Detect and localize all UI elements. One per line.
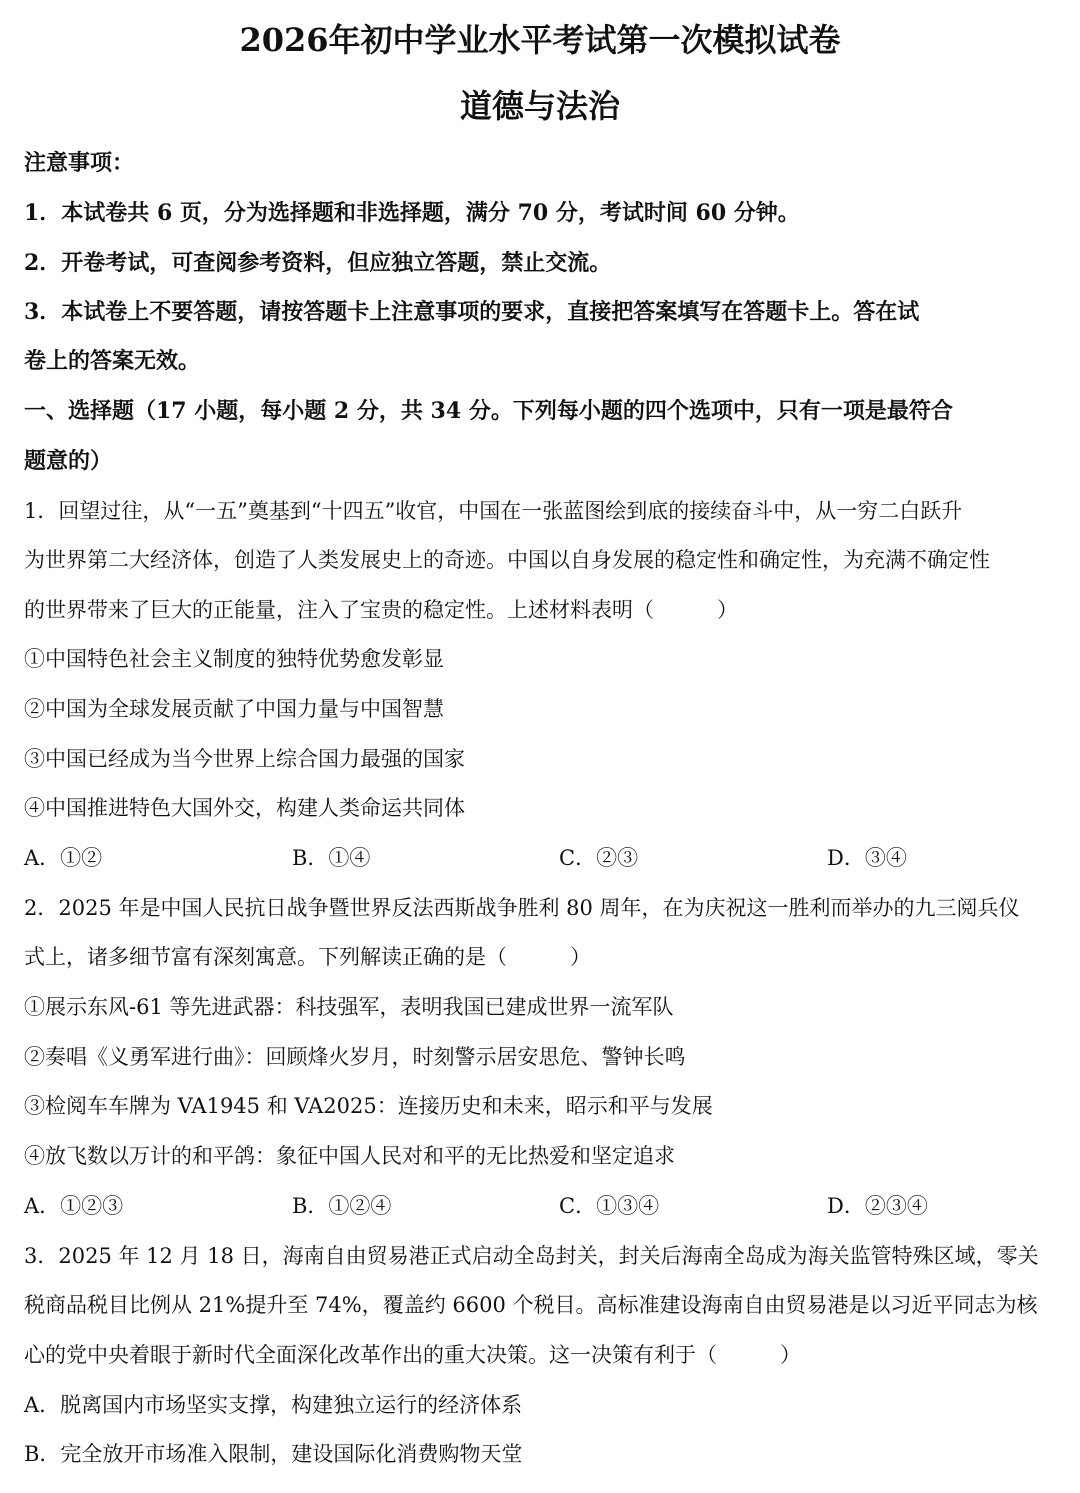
q1-option-b[interactable]: B．①④ — [292, 846, 371, 870]
notes-heading: 注意事项： — [24, 150, 135, 176]
q3-stem-line-2: 税商品税目比例从 21%提升至 74%，覆盖约 6600 个税目。高标准建设海南自由贸易港是以习近平同志为核 — [24, 1293, 1038, 1317]
note-3-line-2: 卷上的答案无效。 — [24, 348, 201, 374]
q2-statement-3: ③检阅车车牌为 VA1945 和 VA2025：连接历史和未来，昭示和平与发展 — [24, 1094, 713, 1118]
q2-stem-line-1: 2．2025 年是中国人民抗日战争暨世界反法西斯战争胜利 80 周年，在为庆祝这一胜利而举办的九三阅兵仪 — [24, 896, 1020, 920]
note-2: 2．开卷考试，可查阅参考资料，但应独立答题，禁止交流。 — [24, 250, 612, 276]
q1-option-d[interactable]: D．③④ — [827, 846, 907, 870]
q2-statement-1: ①展示东风-61 等先进武器：科技强军，表明我国已建成世界一流军队 — [24, 995, 674, 1019]
q3-option-a[interactable]: A．脱离国内市场坚实支撑，构建独立运行的经济体系 — [24, 1393, 523, 1417]
q2-stem-line-2: 式上，诸多细节富有深刻寓意。下列解读正确的是（ ） — [24, 945, 591, 969]
q3-stem-line-1: 3．2025 年 12 月 18 日，海南自由贸易港正式启动全岛封关，封关后海南全岛成为海关监管特殊区域，零关 — [24, 1244, 1039, 1268]
q2-options — [24, 1181, 1060, 1231]
q2-statement-2: ②奏唱《义勇军进行曲》：回顾烽火岁月，时刻警示居安思危、警钟长鸣 — [24, 1045, 686, 1069]
q1-option-a[interactable]: A．①② — [24, 846, 103, 870]
q1-option-c[interactable]: C．②③ — [559, 846, 639, 870]
q2-option-c[interactable]: C．①③④ — [559, 1194, 660, 1218]
q1-statement-4: ④中国推进特色大国外交，构建人类命运共同体 — [24, 796, 465, 820]
note-1: 1．本试卷共 6 页，分为选择题和非选择题，满分 70 分，考试时间 60 分钟。 — [24, 200, 800, 226]
q1-statement-1: ①中国特色社会主义制度的独特优势愈发彰显 — [24, 647, 444, 671]
exam-subject: 道德与法治 — [459, 87, 620, 125]
q1-statement-3: ③中国已经成为当今世界上综合国力最强的国家 — [24, 747, 465, 771]
q3-option-b[interactable]: B．完全放开市场准入限制，建设国际化消费购物天堂 — [24, 1442, 523, 1466]
q1-options — [24, 833, 1060, 883]
section-1-heading: 一、选择题（17 小题，每小题 2 分，共 34 分。下列每小题的四个选项中，只有一项是最符合 — [24, 398, 953, 424]
exam-title: 2026年初中学业水平考试第一次模拟试卷 — [239, 21, 841, 59]
section-1-heading-cont: 题意的） — [24, 448, 113, 474]
q3-stem-line-3: 心的党中央着眼于新时代全面深化改革作出的重大决策。这一决策有利于（ ） — [24, 1343, 801, 1367]
q2-option-b[interactable]: B．①②④ — [292, 1194, 392, 1218]
q1-stem-line-3: 的世界带来了巨大的正能量，注入了宝贵的稳定性。上述材料表明（ ） — [24, 598, 738, 622]
q2-statement-4: ④放飞数以万计的和平鸽：象征中国人民对和平的无比热爱和坚定追求 — [24, 1144, 675, 1168]
q1-statement-2: ②中国为全球发展贡献了中国力量与中国智慧 — [24, 697, 444, 721]
note-3-line-1: 3．本试卷上不要答题，请按答题卡上注意事项的要求，直接把答案填写在答题卡上。答在试 — [24, 299, 920, 325]
q1-stem-line-1: 1．回望过往，从“一五”奠基到“十四五”收官，中国在一张蓝图绘到底的接续奋斗中，从一穷二白跃升 — [24, 499, 963, 523]
q2-option-d[interactable]: D．②③④ — [827, 1194, 928, 1218]
q2-option-a[interactable]: A．①②③ — [24, 1194, 124, 1218]
q1-stem-line-2: 为世界第二大经济体，创造了人类发展史上的奇迹。中国以自身发展的稳定性和确定性，为充满不确定性 — [24, 548, 990, 572]
